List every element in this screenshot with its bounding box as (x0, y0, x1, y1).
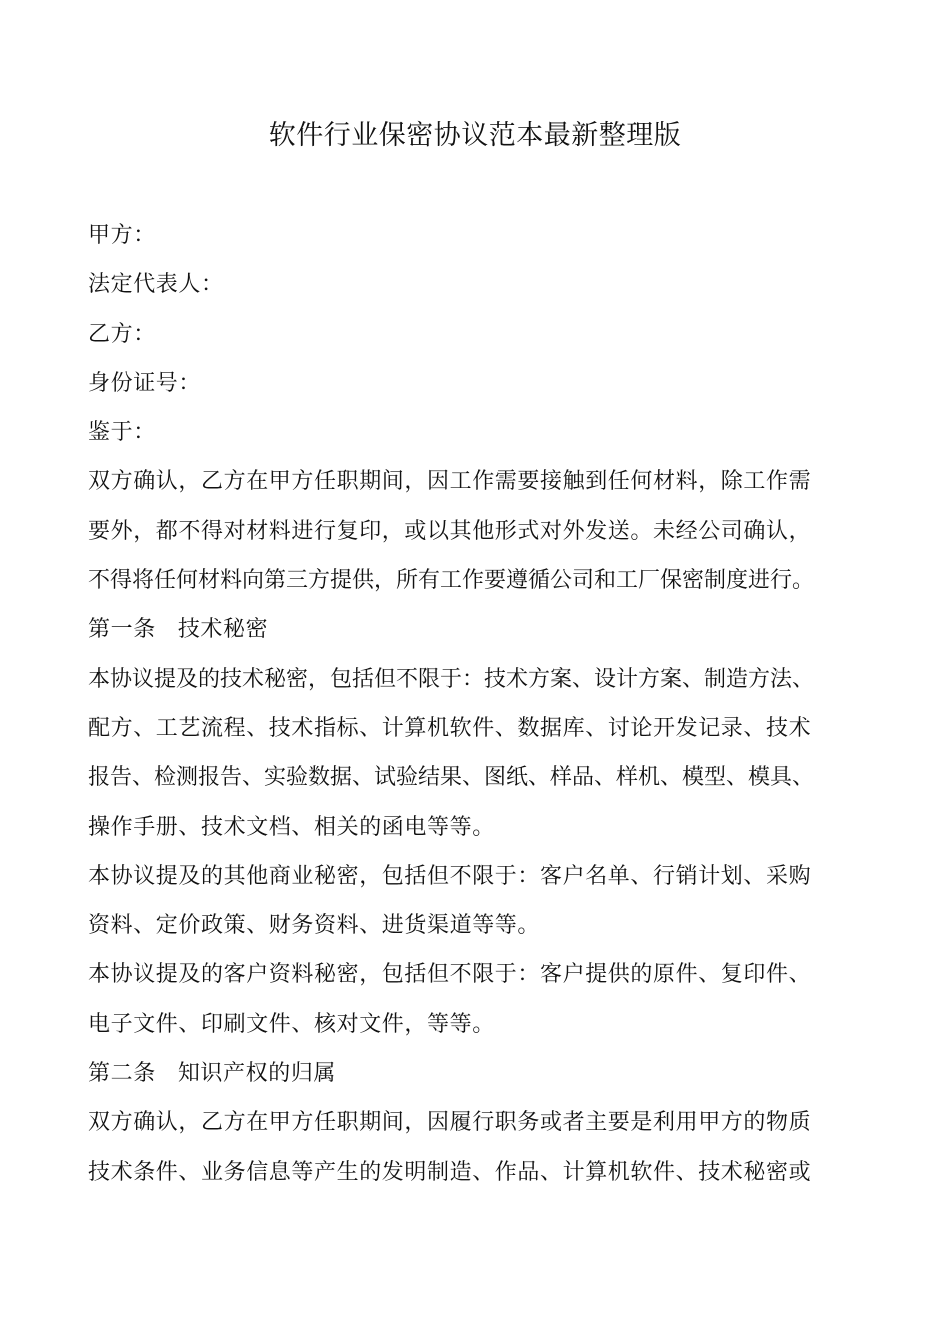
article-2-heading (88, 1059, 888, 1108)
paragraph-line: 不得将任何材料向第三方提供，所有工作要遵循公司和工厂保密制度进行。 (88, 568, 815, 594)
paragraph-line: 双方确认，乙方在甲方任职期间，因履行职务或者主要是利用甲方的物质 (88, 1110, 812, 1136)
article-number: 第一条 (88, 617, 156, 643)
article-number: 第二条 (88, 1061, 156, 1087)
legal-representative-line: 法定代表人： (88, 272, 224, 298)
paragraph-line: 要外，都不得对材料进行复印，或以其他形式对外发送。未经公司确认， (88, 518, 812, 544)
whereas-line: 鉴于： (88, 420, 156, 446)
party-b-line: 乙方： (88, 321, 156, 347)
article-heading-text: 技术秘密 (177, 617, 269, 643)
paragraph-line: 操作手册、技术文档、相关的函电等等。 (88, 814, 495, 840)
paragraph-line: 配方、工艺流程、技术指标、计算机软件、数据库、讨论开发记录、技术 (88, 715, 812, 741)
paragraph-line: 技术条件、业务信息等产生的发明制造、作品、计算机软件、技术秘密或 (88, 1159, 812, 1185)
paragraph-line: 本协议提及的客户资料秘密，包括但不限于：客户提供的原件、复印件、 (88, 962, 812, 988)
paragraph-line: 资料、定价政策、财务资料、进货渠道等等。 (88, 913, 541, 939)
id-number-line: 身份证号： (88, 370, 202, 396)
document-title: 软件行业保密协议范本最新整理版 (268, 120, 682, 151)
paragraph-line: 双方确认，乙方在甲方任职期间，因工作需要接触到任何材料，除工作需 (88, 469, 812, 495)
article-heading-text: 知识产权的归属 (177, 1061, 337, 1087)
paragraph-line: 本协议提及的技术秘密，包括但不限于：技术方案、设计方案、制造方法、 (88, 666, 815, 692)
article-1-heading (88, 615, 888, 664)
document-body (88, 221, 888, 1207)
paragraph-line: 电子文件、印刷文件、核对文件，等等。 (88, 1011, 495, 1037)
paragraph-line: 报告、检测报告、实验数据、试验结果、图纸、样品、样机、模型、模具、 (88, 765, 815, 791)
party-a-line: 甲方： (88, 223, 156, 248)
paragraph-line: 本协议提及的其他商业秘密，包括但不限于：客户名单、行销计划、采购 (88, 863, 812, 889)
